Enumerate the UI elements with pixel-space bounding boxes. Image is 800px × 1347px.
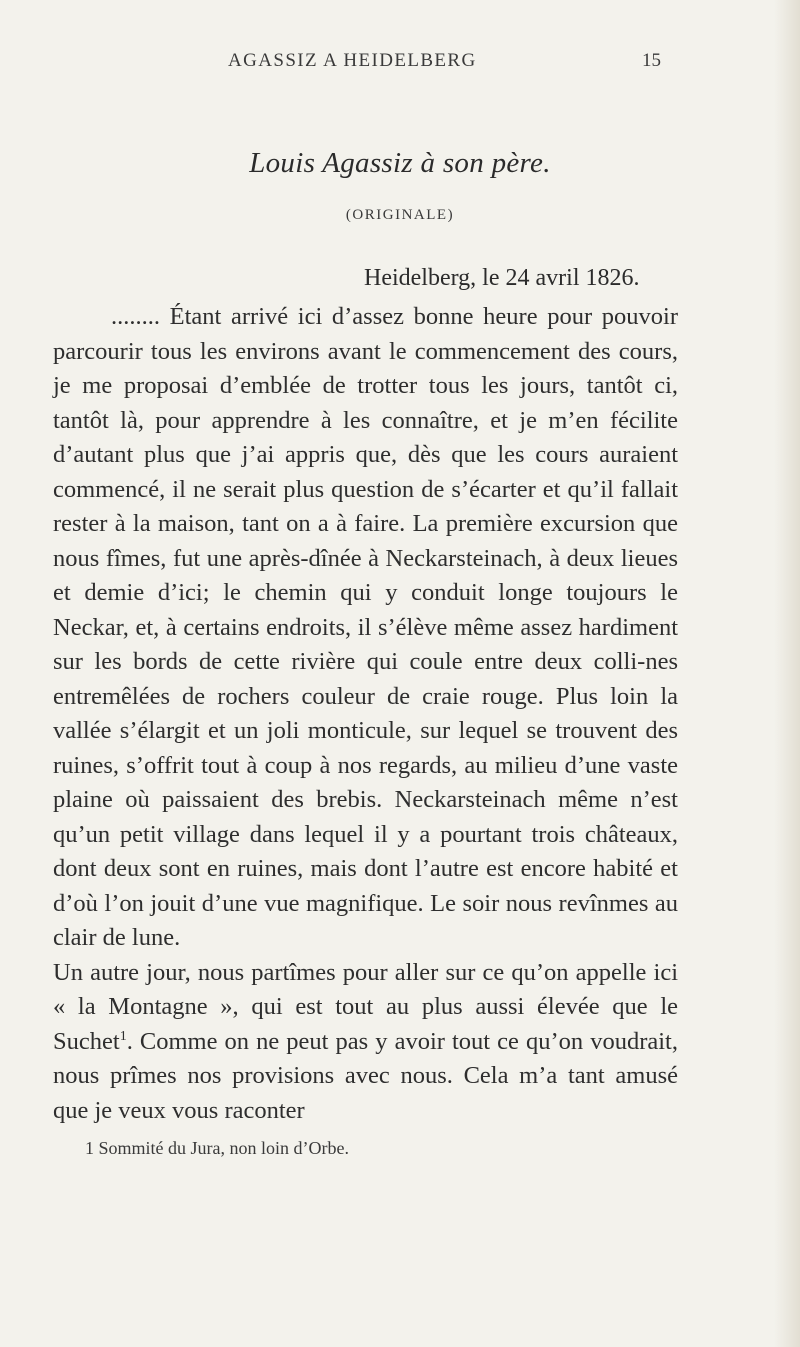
running-head <box>0 50 800 80</box>
footnote: 1 Sommité du Jura, non loin d’Orbe. <box>85 1138 349 1158</box>
paragraph-2-end: . Comme on ne peut pas y avoir tout ce qu’on voudrait, nous prîmes nos provisions avec nous. Cela m’a tant amusé que je veux vous raconter <box>53 1027 678 1124</box>
letter-body <box>53 300 678 1128</box>
page-number: 15 <box>642 50 661 71</box>
running-title: AGASSIZ A HEIDELBERG <box>228 50 477 71</box>
footnote-reference: 1 <box>119 1028 127 1044</box>
letter-subtitle: (ORIGINALE) <box>345 207 455 223</box>
letter-dateline: Heidelberg, le 24 avril 1826. <box>364 265 640 291</box>
letter-title: Louis Agassiz à son père. <box>249 147 551 179</box>
paragraph-1: ........ Étant arrivé ici d’assez bonne heure pour pouvoir parcourir tous les environs avant le commencement des cours, je me proposai d’emblée de trotter tous les jours, tantôt ci, tantôt là, pour apprendre à les connaître, et je m’en fécilite d’autant plus que j’ai appris que, dès que les cours auraient commencé, il ne serait plus question de s’écarter et qu’il fallait rester à la maison, tant on a à faire. La première excursion que nous fîmes, fut une après-dînée à Neckarsteinach, à deux lieues et demie d’ici; le chemin qui y conduit longe toujours le Neckar, et, à certains endroits, il s’élève même assez hardiment sur les bords de cette rivière qui coule entre deux colli-nes entremêlées de rochers couleur de craie rouge. Plus loin la vallée s’élargit et un joli monticule, sur lequel se trouvent des ruines, s’offrit tout à coup à nos regards, au milieu d’une vaste plaine où paissaient des brebis. Neckarsteinach même n’est qu’un petit village dans lequel il y a pourtant trois châteaux, dont deux sont en ruines, mais dont l’autre est encore habité et d’où l’on jouit d’une vue magnifique. Le soir nous revînmes au clair de lune. <box>53 303 678 951</box>
paragraph-2-start: Un autre jour, nous partîmes pour aller sur ce qu’on appelle ici « la Montagne », qui est tout au plus aussi élevée que le Suchet <box>53 958 678 1055</box>
page-edge-shading <box>774 0 800 1347</box>
paragraph-2 <box>53 956 678 1129</box>
